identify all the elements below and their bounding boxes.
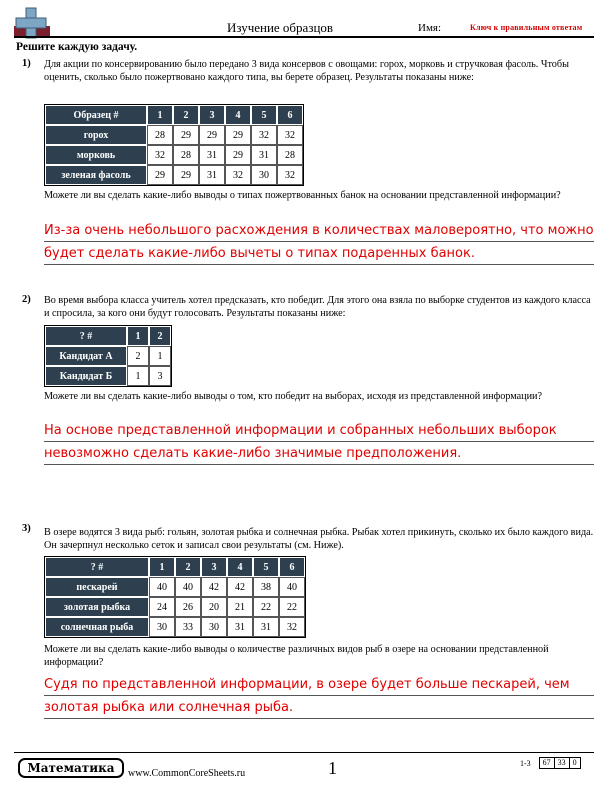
table-cell: 28 (147, 125, 173, 145)
answer-line-text: На основе представленной информации и собранных небольших выборок (44, 423, 557, 438)
table-cell: 32 (225, 165, 251, 185)
table-header-cell: 2 (175, 557, 201, 577)
table-cell: 40 (279, 577, 305, 597)
table-cell: 2 (127, 346, 149, 366)
score-boxes (520, 757, 581, 769)
answer-block (44, 220, 594, 270)
table-header-cell: 2 (173, 105, 199, 125)
problem-text: Во время выбора класса учитель хотел предсказать, кто победит. Для этого она взяла по выборке студентов из каждого класса и спросила, за кого они будут голосовать. Результаты показаны ниже: (44, 295, 591, 319)
score-box: 0 (570, 757, 581, 769)
table-header-cell: 6 (279, 557, 305, 577)
table-row (45, 617, 305, 637)
table-cell: 29 (225, 145, 251, 165)
table-cell: 30 (251, 165, 277, 185)
table-row (45, 125, 303, 145)
table-cell: 42 (227, 577, 253, 597)
answer-rule (44, 718, 594, 719)
table-cell: 29 (199, 125, 225, 145)
answer-rule (44, 464, 594, 465)
table-cell: 1 (149, 346, 171, 366)
table-header-cell: 5 (253, 557, 279, 577)
table-cell: 20 (201, 597, 227, 617)
answer-line-text: будет сделать какие-либо вычеты о типах подаренных банок. (44, 246, 475, 261)
table-cell: 28 (173, 145, 199, 165)
row-label: Кандидат Б (45, 366, 127, 386)
site-url: www.CommonCoreSheets.ru (128, 768, 246, 779)
table-cell: 30 (149, 617, 175, 637)
table-cell: 26 (175, 597, 201, 617)
answer-block (44, 674, 594, 724)
table-cell: 29 (225, 125, 251, 145)
table-cell: 29 (173, 125, 199, 145)
table-cell: 22 (253, 597, 279, 617)
problem-text: Для акции по консервированию было передано 3 вида консервов с овощами: горох, морковь и стручковая фасоль. Чтобы оценить, сколько было пожертвовано каждого типа, вы берете образец. Результаты показаны ниже: (44, 59, 569, 83)
row-label: зеленая фасоль (45, 165, 147, 185)
table-cell: 32 (277, 125, 303, 145)
row-label: солнечная рыба (45, 617, 149, 637)
sample-table (44, 104, 304, 186)
score-range: 1-3 (520, 758, 531, 768)
page-number: 1 (328, 758, 337, 778)
table-row (45, 145, 303, 165)
table-cell: 22 (279, 597, 305, 617)
plus-logo-icon (14, 6, 50, 40)
table-header-cell: 3 (199, 105, 225, 125)
question-text: Можете ли вы сделать какие-либо выводы о типах пожертвованных банок на основании представленной информации? (44, 190, 561, 201)
sample-table (44, 325, 172, 387)
row-label: золотая рыбка (45, 597, 149, 617)
table-row (45, 366, 171, 386)
question-text: Можете ли вы сделать какие-либо выводы о том, кто победит на выборах, исходя из представленной информации? (44, 391, 543, 402)
subject-badge: Математика (18, 758, 124, 778)
table-cell: 31 (199, 165, 225, 185)
table-header-cell: 1 (127, 326, 149, 346)
question-text: Можете ли вы сделать какие-либо выводы о количестве различных видов рыб в озере на основании представленной информации? (44, 644, 549, 668)
table-header-cell: 4 (227, 557, 253, 577)
instructions: Решите каждую задачу. (16, 41, 138, 53)
name-label: Имя: (418, 22, 442, 34)
footer-divider (14, 752, 594, 753)
answer-rule (44, 441, 594, 442)
answer-line-text: Судя по представленной информации, в озере будет больше пескарей, чем (44, 677, 570, 692)
table-header-cell: 2 (149, 326, 171, 346)
answer-block (44, 420, 594, 470)
table-cell: 31 (199, 145, 225, 165)
table-cell: 29 (173, 165, 199, 185)
answer-key-label: Ключ к правильным ответам (470, 23, 583, 32)
table-header-cell: 1 (149, 557, 175, 577)
row-label: морковь (45, 145, 147, 165)
answer-rule (44, 241, 594, 242)
table-header-cell: 1 (147, 105, 173, 125)
score-box: 33 (555, 757, 570, 769)
table-cell: 31 (227, 617, 253, 637)
row-label: пескарей (45, 577, 149, 597)
table-cell: 21 (227, 597, 253, 617)
table-cell: 40 (149, 577, 175, 597)
table-cell: 38 (253, 577, 279, 597)
table-cell: 30 (201, 617, 227, 637)
problem-number: 2) (22, 294, 31, 305)
table-cell: 42 (201, 577, 227, 597)
table-header-cell: ? # (45, 557, 149, 577)
table-cell: 40 (175, 577, 201, 597)
table-cell: 33 (175, 617, 201, 637)
answer-line-text: Из-за очень небольшого расхождения в количествах маловероятно, что можно (44, 223, 594, 238)
table-header-cell: 6 (277, 105, 303, 125)
table-row (45, 577, 305, 597)
table-cell: 3 (149, 366, 171, 386)
problem-text: В озере водятся 3 вида рыб: гольян, золотая рыбка и солнечная рыбка. Рыбак хотел прикинуть, сколько их было каждого вида. Он зачерпнул несколько сеток и записал свои результаты (см. Ниже). (44, 527, 594, 551)
table-row (45, 346, 171, 366)
table-cell: 32 (277, 165, 303, 185)
score-box: 67 (539, 757, 555, 769)
row-label: горох (45, 125, 147, 145)
answer-rule (44, 695, 594, 696)
page-title: Изучение образцов (226, 20, 334, 35)
table-row (45, 597, 305, 617)
table-row (45, 165, 303, 185)
row-label: Кандидат А (45, 346, 127, 366)
table-cell: 32 (147, 145, 173, 165)
answer-rule (44, 264, 594, 265)
problem-number: 3) (22, 523, 31, 534)
problem-number: 1) (22, 58, 31, 69)
table-cell: 1 (127, 366, 149, 386)
table-cell: 31 (253, 617, 279, 637)
table-cell: 29 (147, 165, 173, 185)
answer-line-text: невозможно сделать какие-либо значимые предположения. (44, 446, 462, 461)
answer-line-text: золотая рыбка или солнечная рыба. (44, 700, 294, 715)
table-cell: 32 (279, 617, 305, 637)
table-header-cell: 5 (251, 105, 277, 125)
table-cell: 28 (277, 145, 303, 165)
table-header-cell: ? # (45, 326, 127, 346)
sample-table (44, 556, 306, 638)
table-cell: 31 (251, 145, 277, 165)
header-divider (14, 36, 594, 38)
table-cell: 32 (251, 125, 277, 145)
table-header-cell: 3 (201, 557, 227, 577)
table-header-cell: Образец # (45, 105, 147, 125)
table-cell: 24 (149, 597, 175, 617)
table-header-cell: 4 (225, 105, 251, 125)
